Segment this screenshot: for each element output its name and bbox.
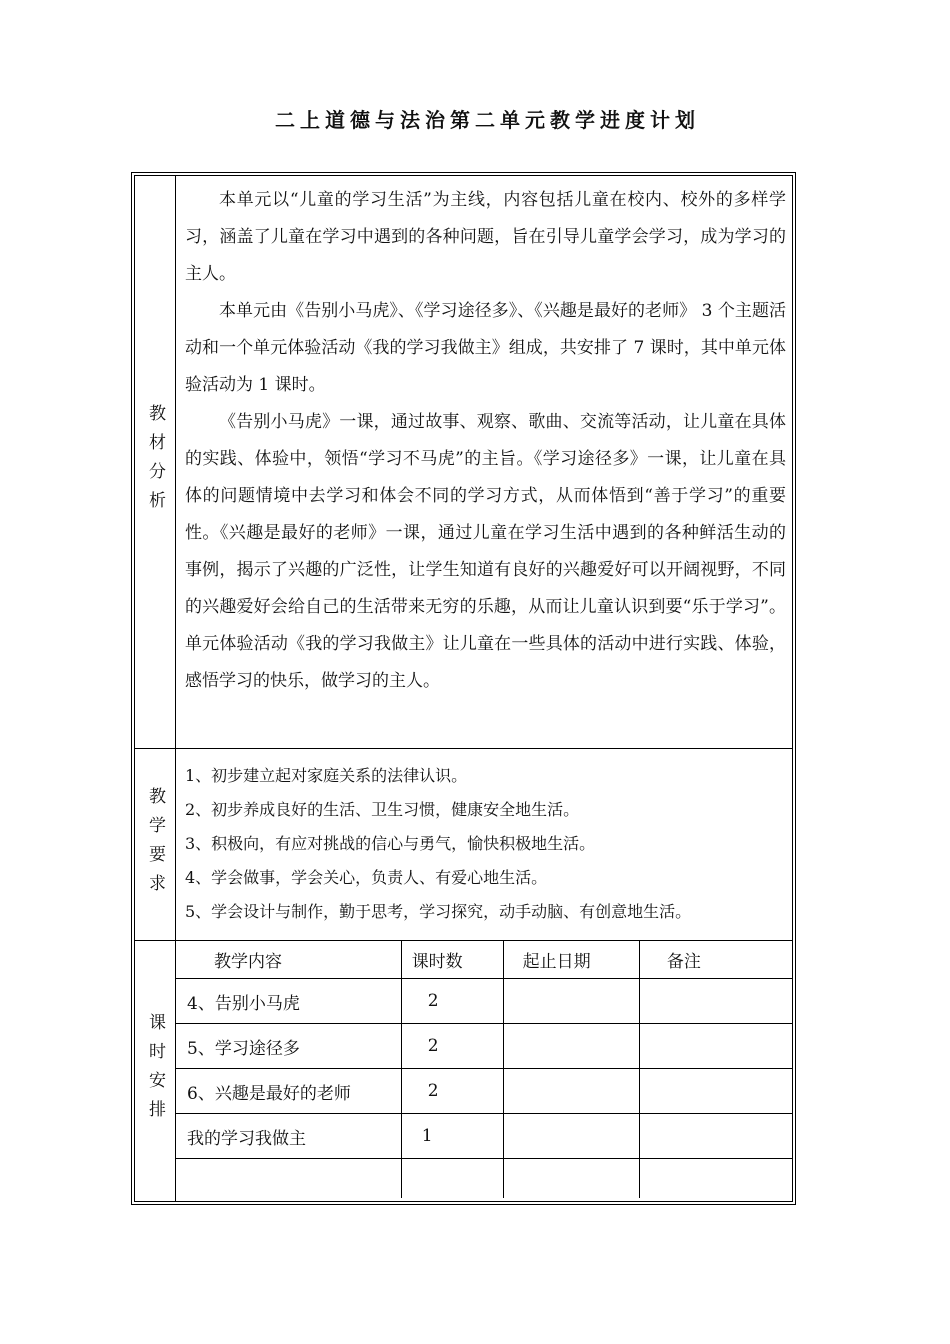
lesson-notes [639,979,792,1024]
analysis-label: 教材分析 [145,404,165,520]
lesson-hours: 2 [401,1069,503,1114]
lesson-hours: 1 [401,1114,503,1159]
schedule-header-row [176,941,792,979]
analysis-paragraph: 本单元由《告别小马虎》、《学习途径多》、《兴趣是最好的老师》 3 个主题活动和一个单元体验活动《我的学习我做主》组成，共安排了 7 课时，其中单元体验活动为 1 课时。 [185,301,786,395]
lesson-dates [503,1024,639,1069]
header-notes: 备注 [639,941,792,979]
requirements-label: 教学要求 [145,786,165,903]
requirements-section [135,749,792,941]
lesson-name: 5、学习途径多 [176,1024,401,1069]
lesson-dates [503,1159,639,1199]
lesson-notes [639,1069,792,1114]
table-row [176,1114,792,1159]
header-dates: 起止日期 [503,941,639,979]
lesson-dates [503,1069,639,1114]
analysis-paragraph: 《告别小马虎》一课，通过故事、观察、歌曲、交流等活动，让儿童在具体的实践、体验中，领悟“学习不马虎”的主旨。《学习途径多》一课，让儿童在具体的问题情境中去学习和体会不同的学习方式，从而体悟到“善于学习”的重要性。《兴趣是最好的老师》一课，通过儿童在学习生活中遇到的各种鲜活生动的事例，揭示了兴趣的广泛性，让学生知道有良好的兴趣爱好可以开阔视野，不同的兴趣爱好会给自己的生活带来无穷的乐趣，从而让儿童认识到要“乐于学习”。单元体验活动《我的学习我做主》让儿童在一些具体的活动中进行实践、体验，感悟学习的快乐，做学习的主人。 [185,412,786,691]
lesson-dates [503,1114,639,1159]
lesson-hours [401,1159,503,1199]
lesson-hours: 2 [401,979,503,1024]
requirement-item: 1、初步建立起对家庭关系的法律认识。 [185,766,468,785]
lesson-name: 我的学习我做主 [176,1114,401,1159]
header-content: 教学内容 [176,941,401,979]
plan-table [131,172,796,1205]
page-title: 二上道德与法治第二单元教学进度计划 [275,108,700,132]
analysis-paragraph: 本单元以“儿童的学习生活”为主线，内容包括儿童在校内、校外的多样学习，涵盖了儿童在学习中遇到的各种问题，旨在引导儿童学会学习，成为学习的主人。 [185,190,786,284]
schedule-label-cell [135,941,176,1201]
requirements-label-cell [135,749,176,940]
lesson-dates [503,979,639,1024]
requirements-list [185,759,786,929]
lesson-hours: 2 [401,1024,503,1069]
requirement-item: 5、学会设计与制作，勤于思考，学习探究，动手动脑、有创意地生活。 [185,902,692,921]
requirement-item: 4、学会做事，学会关心，负责人、有爱心地生活。 [185,868,548,887]
requirement-item: 3、积极向，有应对挑战的信心与勇气，愉快积极地生活。 [185,834,596,853]
requirement-item: 2、初步养成良好的生活、卫生习惯，健康安全地生活。 [185,800,580,819]
lesson-name [176,1159,401,1199]
lesson-notes [639,1024,792,1069]
analysis-section [135,176,792,749]
table-row [176,1159,792,1199]
table-row [176,979,792,1024]
lesson-notes [639,1159,792,1199]
lesson-name: 4、告别小马虎 [176,979,401,1024]
schedule-section [135,941,792,1201]
schedule-label: 课时安排 [145,1013,165,1129]
table-row [176,1069,792,1114]
header-hours: 课时数 [401,941,503,979]
table-row [176,1024,792,1069]
analysis-content [185,182,786,700]
lesson-name: 6、兴趣是最好的老师 [176,1069,401,1114]
lesson-notes [639,1114,792,1159]
analysis-label-cell [135,176,176,748]
schedule-table [176,941,792,1198]
